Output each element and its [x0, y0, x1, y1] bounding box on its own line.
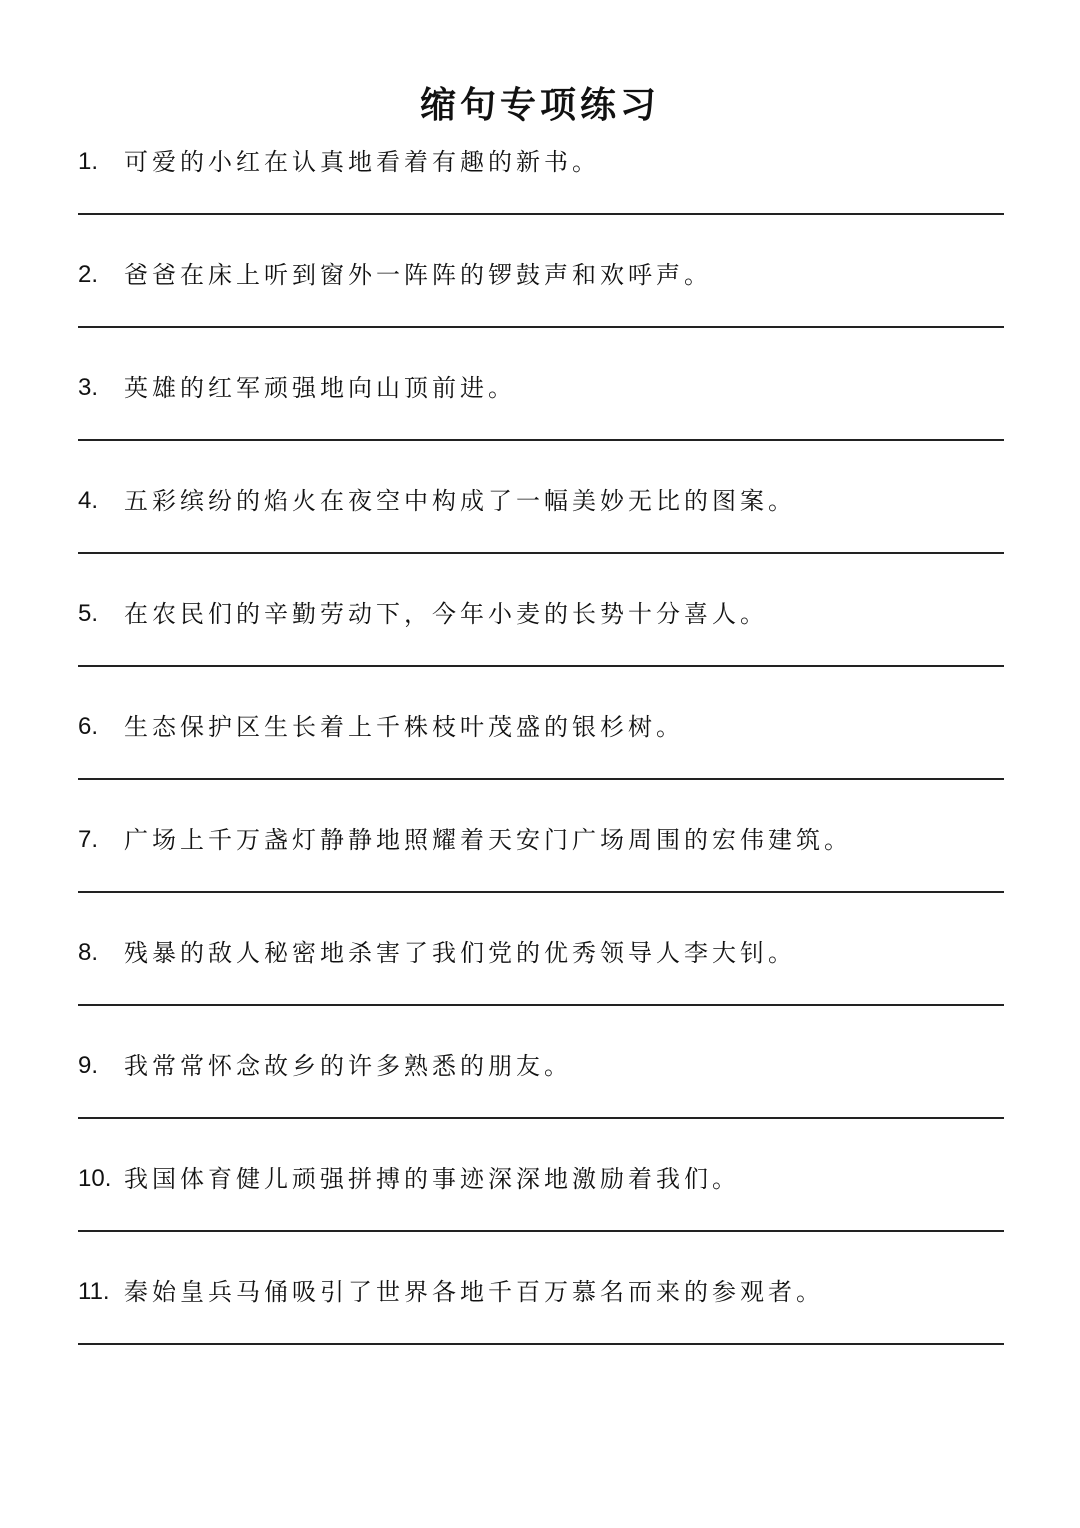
- question-number: 1.: [78, 148, 99, 175]
- question-number: 2.: [78, 261, 99, 288]
- answer-line[interactable]: [78, 665, 1004, 667]
- answer-line[interactable]: [78, 1343, 1004, 1345]
- question-item: [78, 368, 1004, 481]
- answer-line[interactable]: [78, 778, 1004, 780]
- question-text: 在农民们的辛勤劳动下，今年小麦的长势十分喜人。: [124, 600, 768, 628]
- answer-line[interactable]: [78, 326, 1004, 328]
- question-item: [78, 142, 1004, 255]
- answer-line[interactable]: [78, 213, 1004, 215]
- answer-line[interactable]: [78, 1004, 1004, 1006]
- answer-line[interactable]: [78, 891, 1004, 893]
- question-number: 11.: [78, 1278, 110, 1305]
- question-item: [78, 820, 1004, 933]
- question-number: 7.: [78, 826, 99, 853]
- question-number: 5.: [78, 600, 99, 627]
- question-item: [78, 594, 1004, 707]
- question-text: 五彩缤纷的焰火在夜空中构成了一幅美妙无比的图案。: [124, 487, 796, 515]
- question-text: 生态保护区生长着上千株枝叶茂盛的银杉树。: [124, 713, 684, 741]
- question-text: 我常常怀念故乡的许多熟悉的朋友。: [124, 1052, 572, 1080]
- question-number: 9.: [78, 1052, 99, 1079]
- question-number: 4.: [78, 487, 99, 514]
- question-text: 英雄的红军顽强地向山顶前进。: [124, 374, 516, 402]
- answer-line[interactable]: [78, 1117, 1004, 1119]
- question-item: [78, 1046, 1004, 1159]
- question-text: 爸爸在床上听到窗外一阵阵的锣鼓声和欢呼声。: [124, 261, 712, 289]
- question-text: 残暴的敌人秘密地杀害了我们党的优秀领导人李大钊。: [124, 939, 796, 967]
- question-text: 广场上千万盏灯静静地照耀着天安门广场周围的宏伟建筑。: [124, 826, 852, 854]
- question-number: 6.: [78, 713, 99, 740]
- question-text: 我国体育健儿顽强拼搏的事迹深深地激励着我们。: [124, 1165, 740, 1193]
- question-text: 秦始皇兵马俑吸引了世界各地千百万慕名而来的参观者。: [124, 1278, 824, 1306]
- question-number: 8.: [78, 939, 99, 966]
- question-item: [78, 255, 1004, 368]
- answer-line[interactable]: [78, 1230, 1004, 1232]
- question-number: 3.: [78, 374, 99, 401]
- answer-line[interactable]: [78, 439, 1004, 441]
- worksheet-title: 缩句专项练习: [419, 84, 660, 126]
- question-text: 可爱的小红在认真地看着有趣的新书。: [124, 148, 600, 176]
- question-item: [78, 1159, 1004, 1272]
- question-item: [78, 933, 1004, 1046]
- answer-line[interactable]: [78, 552, 1004, 554]
- question-item: [78, 707, 1004, 820]
- question-item: [78, 1272, 1004, 1385]
- question-number: 10.: [78, 1165, 112, 1192]
- question-item: [78, 481, 1004, 594]
